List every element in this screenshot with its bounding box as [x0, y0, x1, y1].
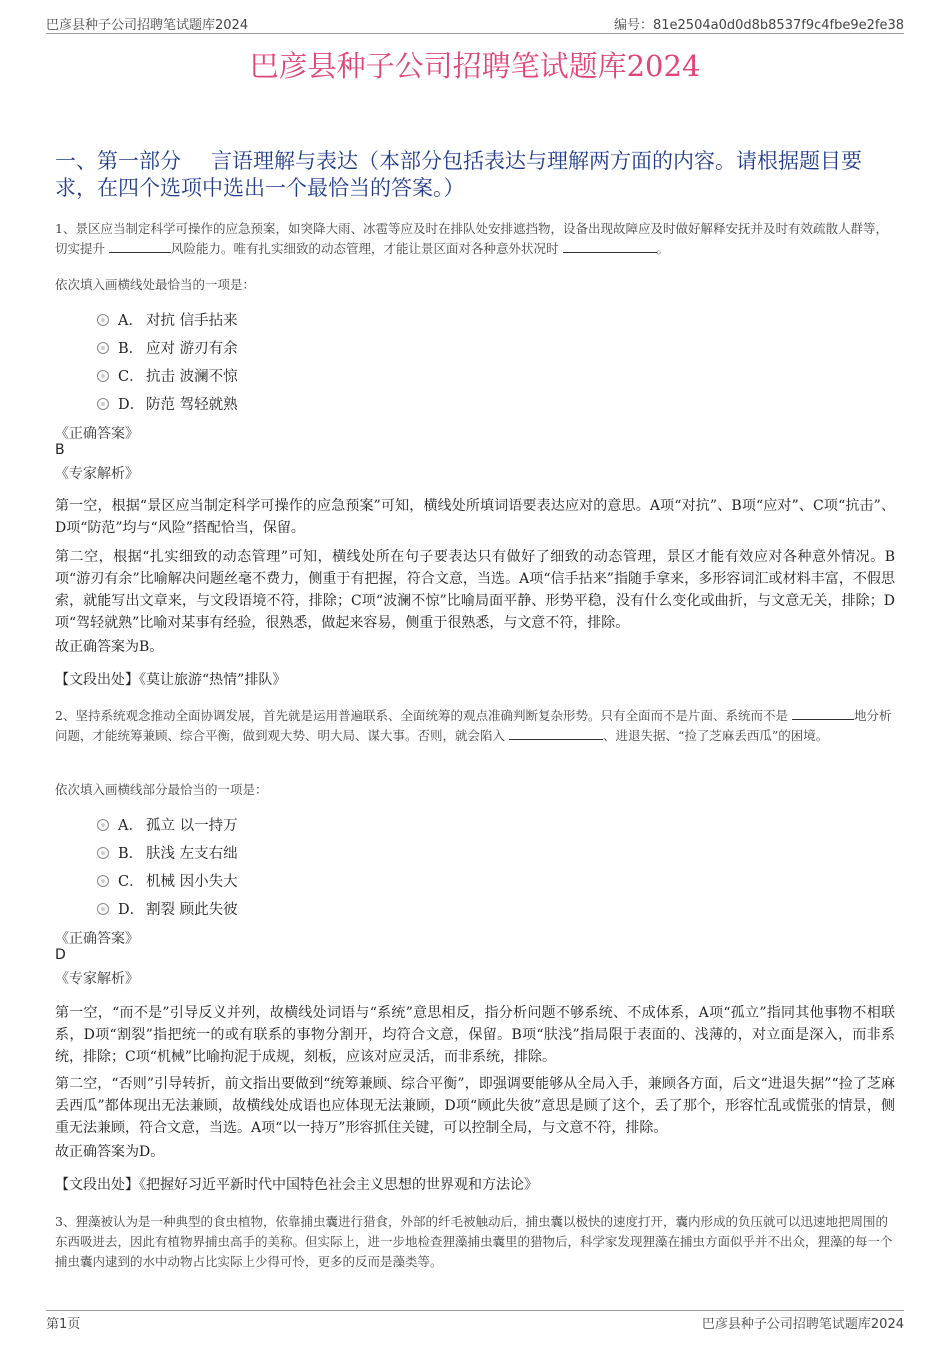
passage-source: 【文段出处】《莫让旅游“热情”排队》	[55, 672, 287, 688]
radio-button[interactable]	[97, 314, 109, 326]
answer-label: 《正确答案》	[55, 931, 139, 947]
answer-blank	[792, 707, 854, 720]
radio-button[interactable]	[97, 847, 109, 859]
correct-answer: B	[55, 442, 65, 458]
question-3-text: 3、狸藻被认为是一种典型的食虫植物，依靠捕虫囊进行猎食，外部的纤毛被触动后，捕虫囊以极快的速度打开，囊内形成的负压就可以迅速地把周围的东西吸进去，因此有植物界捕虫高手的美称。但实际上，进一步地检查狸藻捕虫囊里的猎物后，科学家发现狸藻在捕虫方面似乎并不出众，狸藻的每一个捕虫囊内逮到的水中动物占比实际上少得可怜，更多的反而是藻类等。	[55, 1214, 893, 1269]
analysis-label: 《专家解析》	[55, 971, 139, 987]
radio-button[interactable]	[97, 875, 109, 887]
page-number: 第1页	[46, 1317, 81, 1332]
question-1-options: A． 对抗 信手拈来 B． 应对 游刃有余 C． 抗击 波澜不惊 D． 防范 驾轻就熟	[55, 308, 895, 428]
header-doc-id: 编号：81e2504a0d0d8b8537f9c4fbe9e2fe38	[614, 18, 904, 33]
footer-doc-name: 巴彦县种子公司招聘笔试题库2024	[701, 1317, 904, 1332]
radio-button[interactable]	[97, 903, 109, 915]
answer-blank	[563, 240, 657, 253]
footer-divider	[46, 1310, 904, 1311]
analysis-conclusion: 故正确答案为D。	[55, 1144, 165, 1160]
analysis-label: 《专家解析》	[55, 466, 139, 482]
analysis-conclusion: 故正确答案为B。	[55, 639, 164, 655]
page-header	[46, 14, 904, 34]
question-2-prompt: 依次填入画横线部分最恰当的一项是：	[55, 782, 268, 797]
question-1-prompt: 依次填入画横线处最恰当的一项是：	[55, 277, 256, 292]
radio-button[interactable]	[97, 342, 109, 354]
radio-button[interactable]	[97, 398, 109, 410]
section-heading	[55, 148, 895, 202]
analysis-paragraph: 第二空，根据“扎实细致的动态管理”可知，横线处所在句子要表达只有做好了细致的动态管理，景区才能有效应对各种意外情况。B项“游刃有余”比喻解决问题丝毫不费力，侧重于有把握，符合文意，当选。A项“信手拈来”指随手拿来，多形容词汇或材料丰富，不假思索，就能写出文章来，与文段语境不符，排除；C项“波澜不惊”比喻局面平静、形势平稳，没有什么变化或曲折，与文意无关，排除；D项“驾轻就熟”比喻对某事有经验，很熟悉，做起来容易，侧重于很熟悉，与文意不符，排除。	[55, 549, 895, 631]
question-2-text: 2、坚持系统观念推动全面协调发展，首先就是运用普遍联系、全面统筹的观点准确判断复杂形势。只有全面而不是片面、系统而不是 地分析问题，才能统筹兼顾、综合平衡，做到观大势、明大局、谋大事。否则，就会陷入 、进退失据、“捡了芝麻丢西瓜”的困境。	[55, 708, 892, 743]
answer-blank	[109, 240, 171, 253]
radio-button[interactable]	[97, 819, 109, 831]
analysis-paragraph: 第一空，根据“景区应当制定科学可操作的应急预案”可知，横线处所填词语要表达应对的意思。A项“对抗”、B项“应对”、C项“抗击”、D项“防范”均与“风险”搭配恰当，保留。	[55, 498, 895, 536]
correct-answer: D	[55, 947, 66, 963]
answer-blank	[509, 727, 603, 740]
header-divider	[46, 33, 904, 34]
radio-button[interactable]	[97, 370, 109, 382]
question-1-text: 1、景区应当制定科学可操作的应急预案，如突降大雨、冰雹等应及时在排队处安排遮挡物，设备出现故障应及时做好解释安抚并及时有效疏散人群等，切实提升 风险能力。唯有扎实细致的动态管理，才能让景区面对各种意外状况时 。	[55, 221, 888, 256]
document-title: 巴彦县种子公司招聘笔试题库2024	[249, 49, 701, 83]
section-description: 言语理解与表达（本部分包括表达与理解两方面的内容。请根据题目要求，在四个选项中选出一个最恰当的答案。）	[55, 149, 862, 200]
header-doc-name: 巴彦县种子公司招聘笔试题库2024	[46, 18, 249, 33]
answer-label: 《正确答案》	[55, 426, 139, 442]
analysis-paragraph: 第二空，“否则”引导转折，前文指出要做到“统筹兼顾、综合平衡”，即强调要能够从全局入手，兼顾各方面，后文“进退失据”“捡了芝麻丢西瓜”都体现出无法兼顾，故横线处成语也应体现无法兼顾，D项“顾此失彼”意思是顾了这个，丢了那个，形容忙乱或慌张的情景，侧重无法兼顾，符合文意，当选。A项“以一持万”形容抓住关键，可以控制全局，与文意不符，排除。	[55, 1076, 895, 1136]
passage-source: 【文段出处】《把握好习近平新时代中国特色社会主义思想的世界观和方法论》	[55, 1177, 538, 1193]
analysis-paragraph: 第一空，“而不是”引导反义并列，故横线处词语与“系统”意思相反，指分析问题不够系统、不成体系，A项“孤立”指同其他事物不相联系，D项“割裂”指把统一的或有联系的事物分割开，均符合文意，保留。B项“肤浅”指局限于表面的、浅薄的，对立面是深入，而非系统，排除；C项“机械”比喻拘泥于成规，刻板，应该对应灵活，而非系统，排除。	[55, 1005, 895, 1065]
section-number: 一、第一部分	[55, 149, 181, 173]
question-2-options: A． 孤立 以一持万 B． 肤浅 左支右绌 C． 机械 因小失大 D． 割裂 顾此失彼	[55, 813, 895, 933]
page-footer	[46, 1313, 904, 1333]
